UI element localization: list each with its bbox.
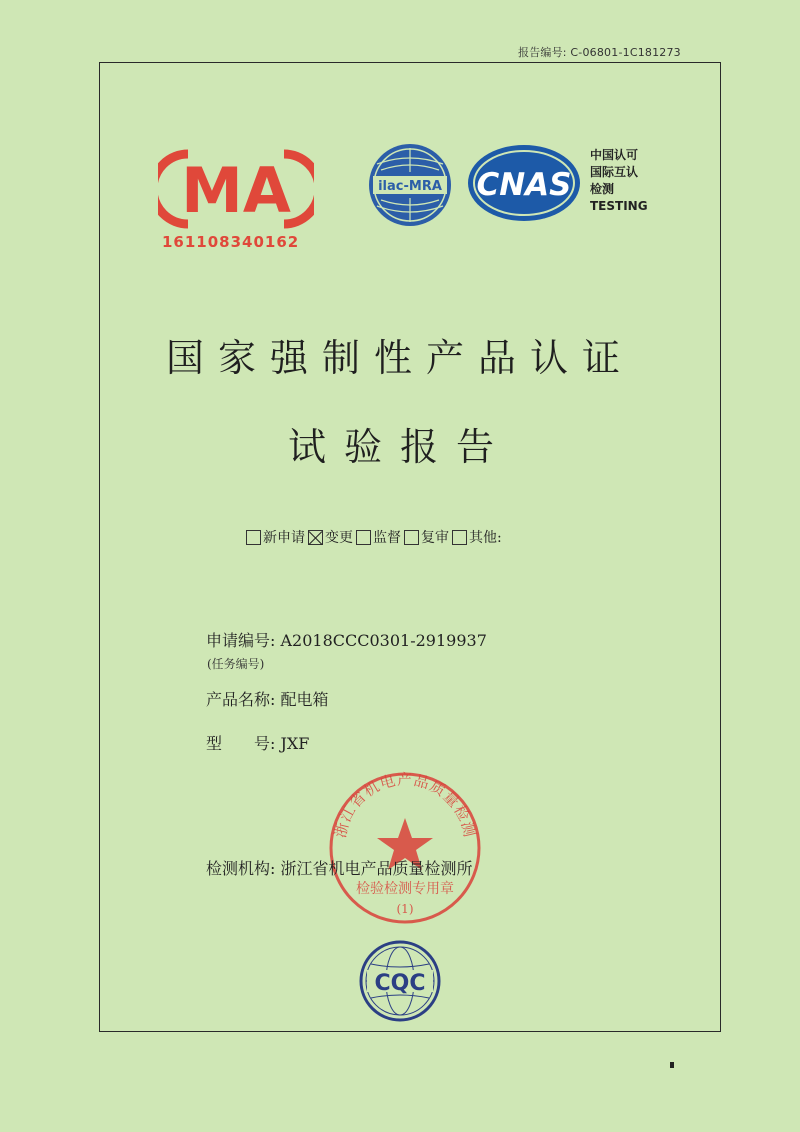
cnas-line: 国际互认 <box>590 165 639 179</box>
testing-organization-field <box>206 856 473 879</box>
field-label: 产品名称: <box>206 690 276 709</box>
cnas-caption <box>590 147 648 215</box>
checkbox[interactable] <box>246 530 261 545</box>
checkbox[interactable] <box>404 530 419 545</box>
application-number-field <box>206 628 487 651</box>
option-label: 监督 <box>373 530 401 546</box>
option-label: 新申请 <box>263 530 305 546</box>
field-label: 申请编号: <box>206 631 276 650</box>
option-new-application[interactable] <box>246 527 305 547</box>
cnas-line: TESTING <box>590 199 648 213</box>
checkbox[interactable] <box>452 530 467 545</box>
field-label: 型 号: <box>206 734 276 753</box>
model-value: JXF <box>280 734 310 753</box>
official-seal <box>325 768 485 928</box>
application-type-options <box>246 527 505 547</box>
option-label: 变更 <box>325 530 353 546</box>
cqc-logo <box>359 940 441 1022</box>
cnas-line: 中国认可 <box>590 148 639 162</box>
product-name-value: 配电箱 <box>280 690 329 709</box>
field-label: 检测机构: <box>206 859 276 878</box>
application-number-value: A2018CCC0301-2919937 <box>280 631 487 650</box>
option-supervision[interactable] <box>356 527 401 547</box>
seal-ring-text: 浙江省机电产品质量检测 <box>331 770 479 840</box>
cnas-logo-text: CNAS <box>476 167 572 203</box>
task-number-label: (任务编号) <box>207 657 265 671</box>
cnas-logo <box>466 143 582 223</box>
speck-mark <box>670 1062 674 1068</box>
seal-bottom-text: 检验检测专用章 <box>356 881 454 897</box>
model-field <box>206 731 309 754</box>
cnas-line: 检测 <box>590 182 615 196</box>
cma-number: 161108340162 <box>162 233 300 251</box>
ilac-logo-text: ilac-MRA <box>378 179 442 194</box>
page-title: 国家强制性产品认证 <box>165 336 634 380</box>
option-label: 其他: <box>469 530 502 546</box>
option-other[interactable] <box>452 527 502 547</box>
checkbox[interactable] <box>356 530 371 545</box>
report-number: 报告编号: C-06801-1C181273 <box>518 46 681 59</box>
cma-logo <box>158 146 314 232</box>
option-label: 复审 <box>421 530 449 546</box>
testing-organization-value: 浙江省机电产品质量检测所 <box>280 859 473 878</box>
option-review[interactable] <box>404 527 449 547</box>
seal-number: (1) <box>396 902 414 916</box>
ilac-mra-logo <box>367 142 453 228</box>
option-change[interactable] <box>308 527 353 547</box>
product-name-field <box>206 687 329 710</box>
page-subtitle: 试验报告 <box>287 425 512 469</box>
checkbox-checked[interactable] <box>308 530 323 545</box>
cqc-logo-text: CQC <box>374 971 426 996</box>
cma-logo-text: MA <box>181 154 291 227</box>
